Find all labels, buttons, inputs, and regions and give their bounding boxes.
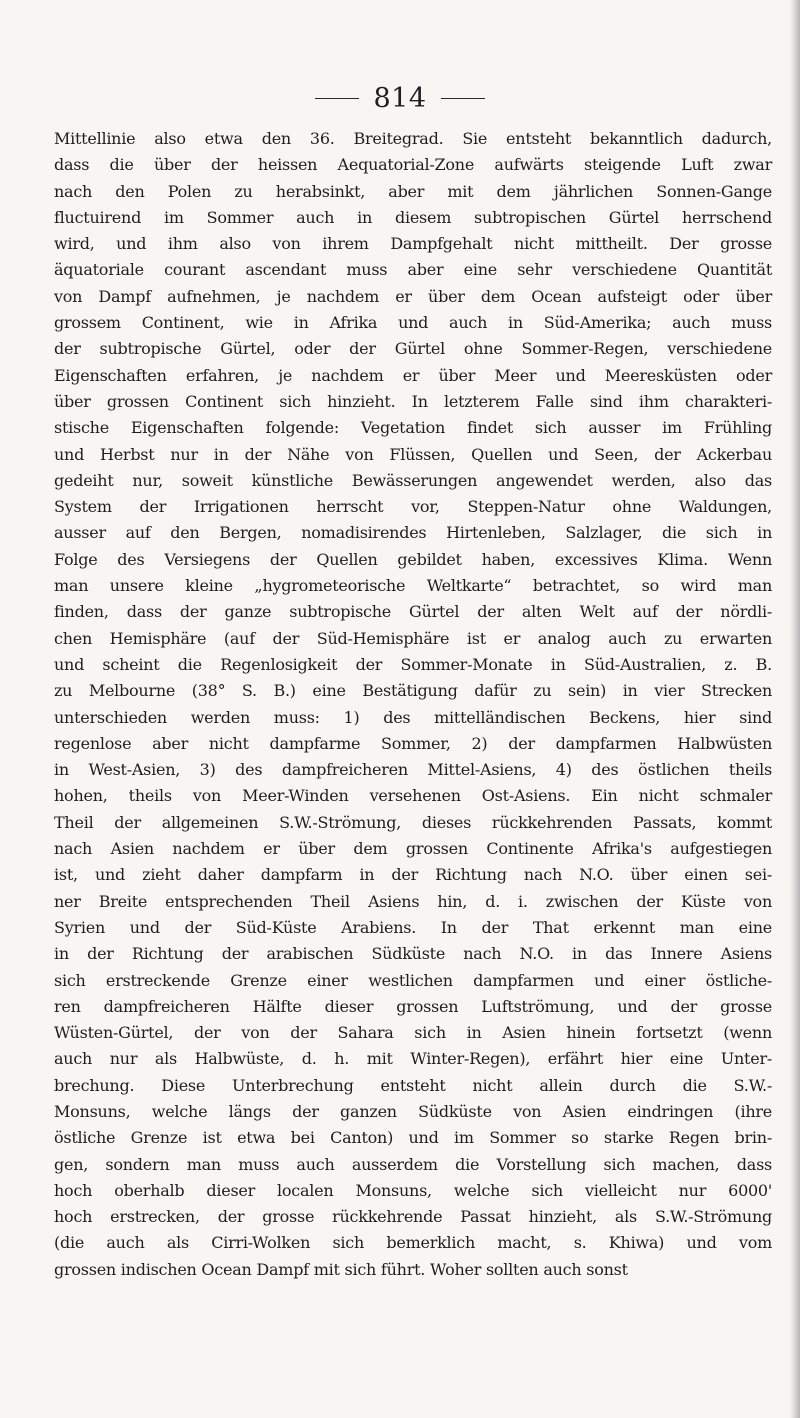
text-line: chen Hemisphäre (auf der Süd-Hemisphäre ist er analog auch zu erwarten [54,628,772,648]
text-line: ausser auf den Bergen, nomadisirendes Hirtenleben, Salzlager, die sich in [54,523,772,543]
text-line: ist, und zieht daher dampfarm in der Richtung nach N.O. über einen sei- [54,865,772,885]
text-line: grossem Continent, wie in Afrika und auch in Süd-Amerika; auch muss [54,313,772,333]
text-line: zu Melbourne (38° S. B.) eine Bestätigung dafür zu sein) in vier Strecken [54,681,772,701]
text-line: regenlose aber nicht dampfarme Sommer, 2) der dampfarmen Halbwüsten [54,733,772,753]
text-line: auch nur als Halbwüste, d. h. mit Winter-Regen), erfährt hier eine Unter- [54,1049,772,1069]
text-line: wird, und ihm also von ihrem Dampfgehalt nicht mittheilt. Der grosse [54,234,772,254]
text-line: grossen indischen Ocean Dampf mit sich führt. Woher sollten auch sonst [54,1259,628,1279]
text-line: fluctuirend im Sommer auch in diesem subtropischen Gürtel herrschend [54,207,772,227]
text-line: in West-Asien, 3) des dampfreicheren Mittel-Asiens, 4) des östlichen theils [54,760,772,780]
text-line: unterschieden werden muss: 1) des mittelländischen Beckens, hier sind [54,707,772,727]
header-rule-right [441,98,485,99]
page-edge-shadow [790,0,800,1418]
text-line: in der Richtung der arabischen Südküste nach N.O. in das Innere Asiens [54,944,772,964]
text-line: und scheint die Regenlosigkeit der Sommer-Monate in Süd-Australien, z. B. [54,654,772,674]
text-line: Monsuns, welche längs der ganzen Südküste von Asien eindringen (ihre [54,1101,772,1121]
text-line: man unsere kleine „hygrometeorische Weltkarte“ betrachtet, so wird man [54,576,772,596]
text-line: Syrien und der Süd-Küste Arabiens. In der That erkennt man eine [54,917,772,937]
text-line: ner Breite entsprechenden Theil Asiens hin, d. i. zwischen der Küste von [54,891,772,911]
text-line: Theil der allgemeinen S.W.-Strömung, dieses rückkehrenden Passats, kommt [54,812,772,832]
text-line: nach den Polen zu herabsinkt, aber mit dem jährlichen Sonnen-Gange [54,181,772,201]
text-line: brechung. Diese Unterbrechung entsteht nicht allein durch die S.W.- [54,1075,772,1095]
header-rule-left [315,98,359,99]
text-line: System der Irrigationen herrscht vor, Steppen-Natur ohne Waldungen, [54,497,772,517]
text-line: finden, dass der ganze subtropische Gürtel der alten Welt auf der nördli- [54,602,772,622]
text-line: hoch oberhalb dieser localen Monsuns, welche sich vielleicht nur 6000' [54,1180,772,1200]
text-line: ren dampfreicheren Hälfte dieser grossen Luftströmung, und der grosse [54,996,772,1016]
text-line: gedeiht nur, soweit künstliche Bewässerungen angewendet werden, also das [54,470,772,490]
text-line: äquatoriale courant ascendant muss aber eine sehr verschiedene Quantität [54,260,772,280]
text-line: über grossen Continent sich hinzieht. In letzterem Falle sind ihm charakteri- [54,391,772,411]
text-line: sich erstreckende Grenze einer westlichen dampfarmen und einer östliche- [54,970,772,990]
text-line: und Herbst nur in der Nähe von Flüssen, Quellen und Seen, der Ackerbau [54,444,772,464]
body-text [54,126,772,1283]
text-line: dass die über der heissen Aequatorial-Zone aufwärts steigende Luft zwar [54,155,772,175]
text-line: Mittellinie also etwa den 36. Breitegrad. Sie entsteht bekanntlich dadurch, [54,129,772,148]
text-line: nach Asien nachdem er über dem grossen Continente Afrika's aufgestiegen [54,839,772,859]
text-line: östliche Grenze ist etwa bei Canton) und im Sommer so starke Regen brin- [54,1128,772,1148]
text-line: gen, sondern man muss auch ausserdem die Vorstellung sich machen, dass [54,1154,772,1174]
text-line: Folge des Versiegens der Quellen gebildet haben, excessives Klima. Wenn [54,549,772,569]
text-line: von Dampf aufnehmen, je nachdem er über dem Ocean aufsteigt oder über [54,286,772,306]
text-line: der subtropische Gürtel, oder der Gürtel ohne Sommer-Regen, verschiedene [54,339,772,359]
text-line: Eigenschaften erfahren, je nachdem er über Meer und Meeresküsten oder [54,365,772,385]
page-header [0,78,800,118]
text-line: stische Eigenschaften folgende: Vegetation findet sich ausser im Frühling [54,418,772,438]
text-line: Wüsten-Gürtel, der von der Sahara sich in Asien hinein fortsetzt (wenn [54,1023,772,1043]
text-line: hohen, theils von Meer-Winden versehenen Ost-Asiens. Ein nicht schmaler [54,786,772,806]
page-number: 814 [373,82,427,114]
text-line: hoch erstrecken, der grosse rückkehrende Passat hinzieht, als S.W.-Strömung [54,1207,772,1227]
text-line: (die auch als Cirri-Wolken sich bemerklich macht, s. Khiwa) und vom [54,1233,772,1253]
